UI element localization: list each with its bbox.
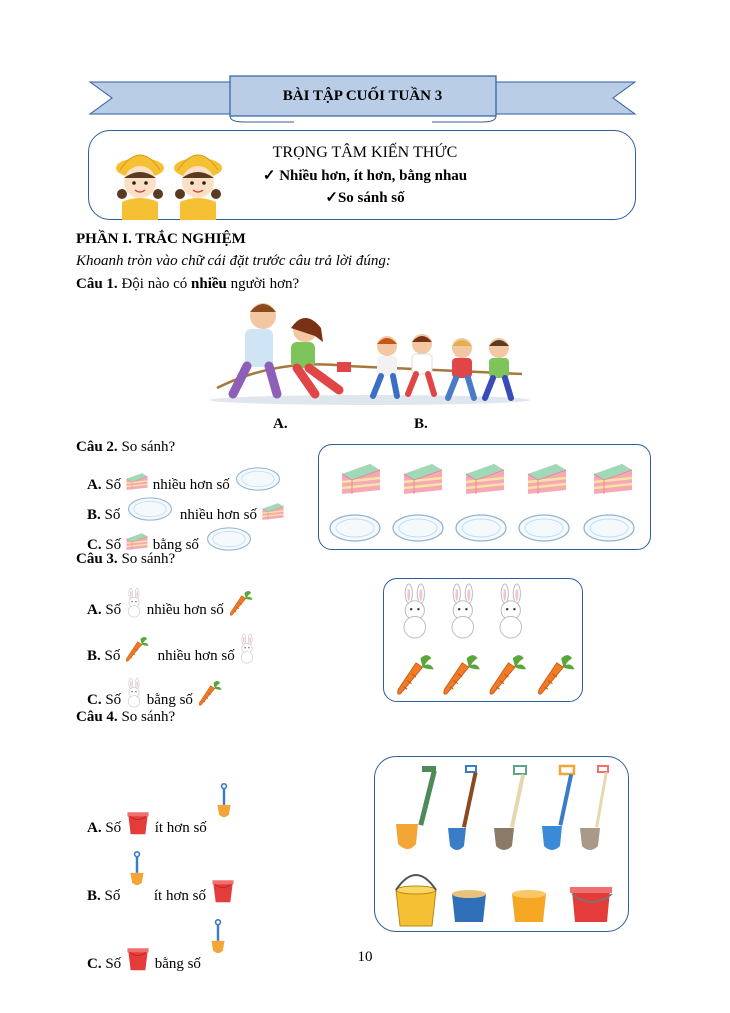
page-title: BÀI TẬP CUỐI TUẦN 3 [282, 88, 443, 104]
q4-option-a[interactable]: A. Số ít hơn số [87, 772, 237, 837]
cake-icon [125, 471, 149, 491]
q1-option-a[interactable]: A. [273, 416, 288, 432]
knowledge-item-1: ✓ Nhiều hơn, ít hơn, bằng nhau [262, 168, 468, 184]
q3-bunnies-row [398, 584, 538, 640]
q4-question: Câu 4. So sánh? [76, 709, 176, 725]
q3-option-b[interactable]: B. Số nhiều hơn số [87, 634, 256, 665]
q4-buckets-row [392, 872, 622, 928]
carrot-icon [197, 680, 223, 708]
knowledge-item-2: ✓So sánh số [325, 190, 405, 206]
page-number: 10 [357, 949, 373, 965]
check-icon: ✓ [262, 168, 276, 184]
q2-cakes-row [340, 458, 640, 500]
bucket-icon [125, 808, 151, 836]
q4-shovels-row [388, 764, 618, 860]
bunny-icon [125, 678, 143, 708]
bunny-icon [238, 634, 256, 664]
part1-title: PHẦN I. TRẮC NGHIỆM [76, 231, 246, 247]
q4-option-b[interactable]: B. Số ít hơn số [87, 840, 236, 905]
q3-option-c[interactable]: C. Số bằng số [87, 678, 223, 709]
plate-icon [234, 467, 282, 491]
carrot-icon [124, 636, 150, 664]
shovel-icon [124, 840, 150, 896]
tug-of-war-illustration [205, 296, 535, 408]
q2-option-a[interactable]: A. Số nhiều hơn số [87, 467, 282, 494]
knowledge-heading: TRỌNG TÂM KIẾN THỨC [272, 144, 458, 161]
bucket-icon [210, 876, 236, 904]
two-girls-illustration [110, 150, 230, 220]
plate-icon [203, 527, 255, 551]
q1-option-b[interactable]: B. [414, 416, 428, 432]
q2-question: Câu 2. So sánh? [76, 439, 176, 455]
shovel-icon [211, 772, 237, 828]
q3-question: Câu 3. So sánh? [76, 551, 176, 567]
bunny-icon [125, 588, 143, 618]
cake-icon [125, 531, 149, 551]
check-icon: ✓ [325, 190, 338, 206]
q3-option-a[interactable]: A. Số nhiều hơn số [87, 588, 254, 619]
carrot-icon [228, 590, 254, 618]
plate-icon [124, 497, 176, 521]
q2-plates-row [328, 512, 648, 544]
q3-carrots-row [394, 654, 584, 700]
q2-option-c[interactable]: C. Số bằng số [87, 527, 255, 554]
q1-question: Câu 1. Đội nào có nhiều người hơn? [76, 276, 300, 292]
part1-instruction: Khoanh tròn vào chữ cái đặt trước câu trả lời đúng: [76, 253, 391, 269]
q4-option-c[interactable]: C. Số bằng số [87, 908, 231, 973]
bucket-icon [125, 944, 151, 972]
q2-option-b[interactable]: B. Số nhiều hơn số [87, 497, 285, 524]
shovel-icon [205, 908, 231, 964]
cake-icon [261, 501, 285, 521]
